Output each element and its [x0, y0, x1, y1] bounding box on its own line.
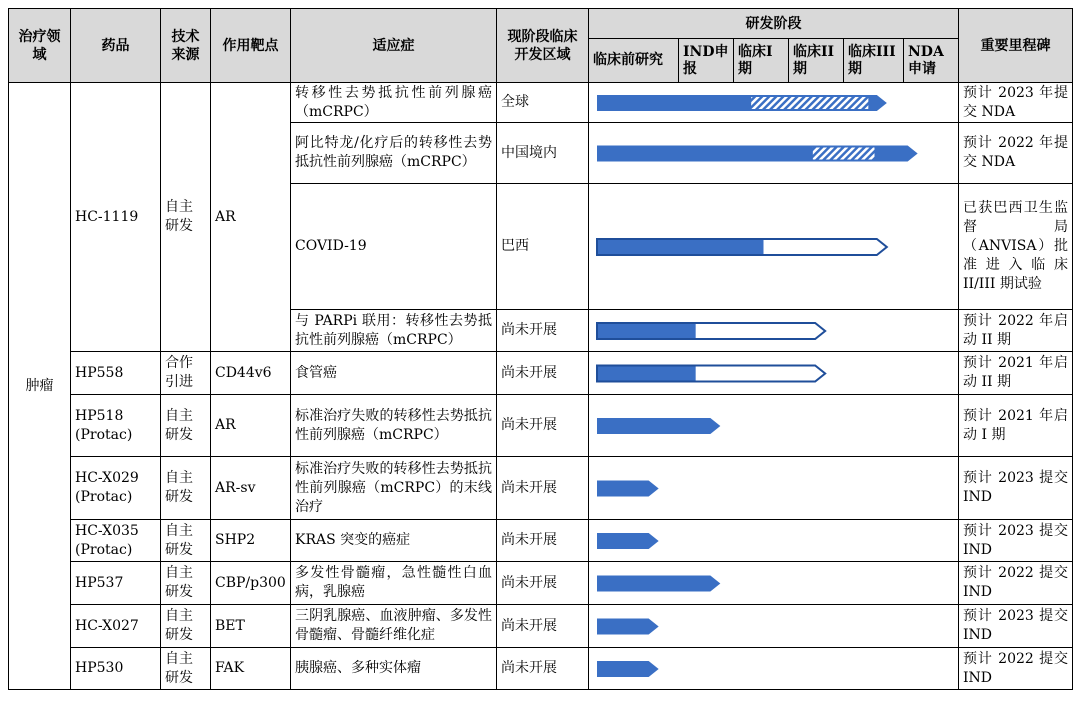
progress-fill [597, 239, 764, 255]
drug-cell: HP558 [71, 352, 161, 395]
milestone-cell: 预计 2021 年启动 I 期 [959, 395, 1073, 457]
drug-cell: HC-X027 [71, 605, 161, 648]
header-stage-phase3: 临床III期 [844, 39, 904, 83]
progress-arrow [597, 661, 659, 677]
target-cell: CBP/p300 [211, 562, 291, 605]
region-cell: 中国境内 [497, 123, 589, 184]
header-indication: 适应症 [291, 9, 497, 83]
drug-cell: HP537 [71, 562, 161, 605]
progress-cell [589, 648, 959, 690]
milestone-cell: 预计 2023 提交 IND [959, 520, 1073, 562]
region-cell: 尚未开展 [497, 310, 589, 352]
progress-cell [589, 83, 959, 123]
milestone-cell: 预计 2022 提交 IND [959, 648, 1073, 690]
progress-hatch [751, 97, 868, 109]
region-cell: 尚未开展 [497, 605, 589, 648]
region-cell: 尚未开展 [497, 352, 589, 395]
progress-cell [589, 605, 959, 648]
header-stage-phase2: 临床II期 [789, 39, 844, 83]
header-target: 作用靶点 [211, 9, 291, 83]
region-cell: 巴西 [497, 184, 589, 310]
region-cell: 全球 [497, 83, 589, 123]
header-stage-ind: IND申报 [679, 39, 734, 83]
source-cell: 自主研发 [161, 457, 211, 520]
header-milestone: 重要里程碑 [959, 9, 1073, 83]
indication-cell: COVID-19 [291, 184, 497, 310]
indication-cell: 胰腺癌、多种实体瘤 [291, 648, 497, 690]
progress-bar-svg [589, 84, 959, 122]
progress-bar-svg [589, 311, 959, 351]
milestone-cell: 预计 2023 提交 IND [959, 605, 1073, 648]
drug-cell: HC-1119 [71, 83, 161, 352]
drug-cell: HP518 (Protac) [71, 395, 161, 457]
region-cell: 尚未开展 [497, 395, 589, 457]
header-area: 治疗领域 [9, 9, 71, 83]
progress-cell [589, 310, 959, 352]
source-cell: 自主研发 [161, 605, 211, 648]
header-stage-phase1: 临床I期 [734, 39, 789, 83]
target-cell: AR [211, 83, 291, 352]
table-row [9, 352, 1073, 395]
target-cell: BET [211, 605, 291, 648]
milestone-cell: 预计 2022 提交 IND [959, 562, 1073, 605]
progress-cell [589, 352, 959, 395]
milestone-cell: 已获巴西卫生监督局（ANVISA）批准进入临床 II/III 期试验 [959, 184, 1073, 310]
source-cell: 自主研发 [161, 395, 211, 457]
progress-cell [589, 123, 959, 184]
table-row [9, 648, 1073, 690]
region-cell: 尚未开展 [497, 520, 589, 562]
table-row [9, 520, 1073, 562]
drug-cell: HC-X029 (Protac) [71, 457, 161, 520]
milestone-cell: 预计 2021 年启动 II 期 [959, 352, 1073, 395]
progress-fill [597, 365, 696, 381]
progress-bar-svg [589, 563, 959, 604]
progress-cell [589, 184, 959, 310]
progress-cell [589, 562, 959, 605]
source-cell: 自主研发 [161, 562, 211, 605]
header-stage-nda: NDA申请 [904, 39, 959, 83]
target-cell: CD44v6 [211, 352, 291, 395]
indication-cell: KRAS 突变的癌症 [291, 520, 497, 562]
target-cell: SHP2 [211, 520, 291, 562]
header-region: 现阶段临床开发区域 [497, 9, 589, 83]
progress-bar-svg [589, 353, 959, 394]
region-cell: 尚未开展 [497, 562, 589, 605]
header-source: 技术来源 [161, 9, 211, 83]
progress-arrow [597, 575, 720, 591]
region-cell: 尚未开展 [497, 648, 589, 690]
target-cell: FAK [211, 648, 291, 690]
progress-arrow [597, 480, 659, 496]
drug-cell: HC-X035 (Protac) [71, 520, 161, 562]
indication-cell: 标准治疗失败的转移性去势抵抗性前列腺癌（mCRPC） [291, 395, 497, 457]
table-row [9, 395, 1073, 457]
progress-bar-svg [589, 521, 959, 561]
source-cell: 自主研发 [161, 520, 211, 562]
progress-arrow [597, 533, 659, 549]
area-cell: 肿瘤 [9, 83, 71, 690]
pipeline-table [8, 8, 1073, 690]
indication-cell: 阿比特龙/化疗后的转移性去势抵抗性前列腺癌（mCRPC） [291, 123, 497, 184]
progress-bar-svg [589, 396, 959, 456]
progress-hatch [813, 147, 875, 159]
header-drug: 药品 [71, 9, 161, 83]
table-row [9, 562, 1073, 605]
indication-cell: 食管癌 [291, 352, 497, 395]
drug-cell: HP530 [71, 648, 161, 690]
indication-cell: 三阴乳腺癌、血液肿瘤、多发性骨髓瘤、骨髓纤维化症 [291, 605, 497, 648]
progress-bar-svg [589, 185, 959, 309]
table-row [9, 457, 1073, 520]
milestone-cell: 预计 2023 年提交 NDA [959, 83, 1073, 123]
milestone-cell: 预计 2022 年启动 II 期 [959, 310, 1073, 352]
progress-cell [589, 457, 959, 520]
header-stage-title: 研发阶段 [589, 9, 959, 39]
table-row [9, 83, 1073, 123]
progress-bar-svg [589, 124, 959, 183]
progress-arrow [597, 418, 720, 434]
progress-fill [597, 323, 696, 339]
target-cell: AR-sv [211, 457, 291, 520]
progress-bar-svg [589, 458, 959, 519]
region-cell: 尚未开展 [497, 457, 589, 520]
header-stage-preclinical: 临床前研究 [589, 39, 679, 83]
progress-arrow [597, 618, 659, 634]
progress-cell [589, 395, 959, 457]
progress-bar-svg [589, 606, 959, 647]
milestone-cell: 预计 2023 提交 IND [959, 457, 1073, 520]
pipeline-body [9, 83, 1073, 690]
table-row [9, 605, 1073, 648]
source-cell: 合作引进 [161, 352, 211, 395]
indication-cell: 与 PARPi 联用：转移性去势抵抗性前列腺癌（mCRPC） [291, 310, 497, 352]
progress-cell [589, 520, 959, 562]
source-cell: 自主研发 [161, 83, 211, 352]
indication-cell: 转移性去势抵抗性前列腺癌（mCRPC） [291, 83, 497, 123]
indication-cell: 多发性骨髓瘤，急性髓性白血病，乳腺癌 [291, 562, 497, 605]
source-cell: 自主研发 [161, 648, 211, 690]
target-cell: AR [211, 395, 291, 457]
progress-bar-svg [589, 649, 959, 689]
milestone-cell: 预计 2022 年提交 NDA [959, 123, 1073, 184]
indication-cell: 标准治疗失败的转移性去势抵抗性前列腺癌（mCRPC）的末线治疗 [291, 457, 497, 520]
pipeline-table-wrapper [8, 8, 1072, 696]
